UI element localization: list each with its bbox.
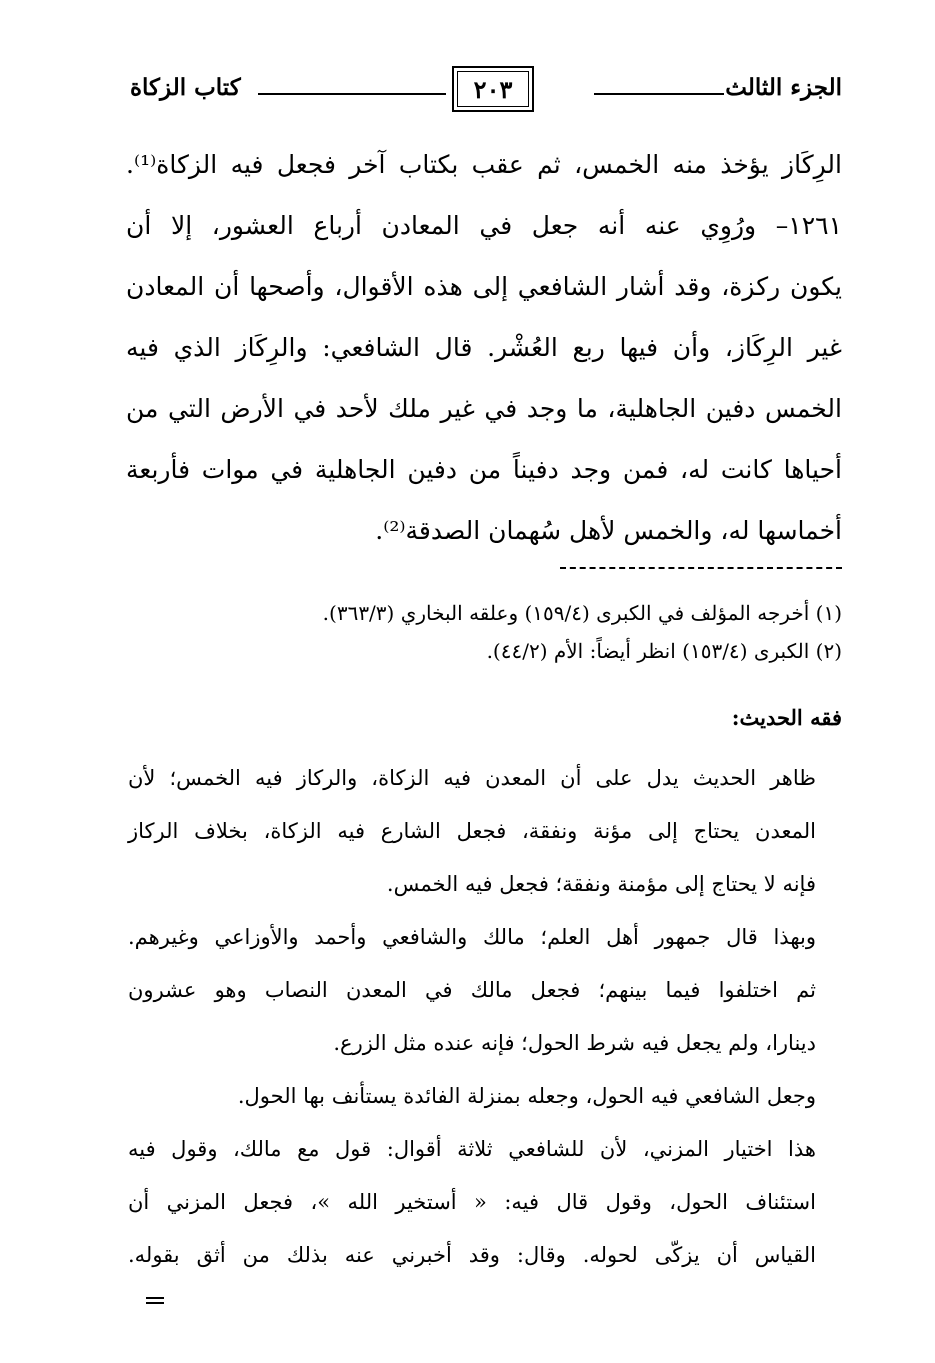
text-line: غير الرِكَاز، وأن فيها ربع العُشْر. قال الشافعي: والرِكَاز الذي فيه — [126, 333, 842, 362]
footnote: (١) أخرجه المؤلف في الكبرى (١٥٩/٤) وعلقه البخاري (٣٦٣/٣). — [322, 601, 842, 625]
commentary-line: ثم اختلفوا فيما بينهم؛ فجعل مالك في المعدن النصاب وهو عشرون — [128, 978, 816, 1002]
text-line: يكون ركزة، وقد أشار الشافعي إلى هذه الأقوال، وأصحها أن المعادن — [126, 272, 842, 301]
commentary-line: ظاهر الحديث يدل على أن المعدن فيه الزكاة، والركاز فيه الخمس؛ لأن — [128, 766, 816, 790]
commentary-line: هذا اختيار المزني، لأن للشافعي ثلاثة أقوال: قول مع مالك، وقول فيه — [128, 1137, 816, 1161]
text-line: الخمس دفين الجاهلية، ما وجد في غير ملك لأحد في الأرض التي من — [126, 394, 842, 423]
header-rule — [258, 93, 446, 95]
commentary-line: وجعل الشافعي فيه الحول، وجعله بمنزلة الفائدة يستأنف بها الحول. — [237, 1084, 816, 1108]
commentary-line: المعدن يحتاج إلى مؤنة ونفقة، فجعل الشارع فيه الزكاة، بخلاف الركاز — [128, 819, 816, 843]
text-line: أخماسها له، والخمس لأهل سُهمان الصدقة⁽²⁾. — [375, 516, 842, 545]
page-header — [130, 66, 842, 118]
footnote: (٢) الكبرى (١٥٣/٤) انظر أيضاً: الأم (٤٤/٢). — [486, 639, 842, 663]
section-end-mark — [146, 1297, 164, 1307]
text-line: الرِكَاز يؤخذ منه الخمس، ثم عقب بكتاب آخر فجعل فيه الزكاة⁽¹⁾. — [126, 150, 842, 179]
footnote-separator — [560, 567, 842, 569]
text-line: أحياها كانت له، فمن وجد دفيناً من دفين الجاهلية في موات فأربعة — [126, 455, 842, 484]
book-title: كتاب الزكاة — [130, 74, 241, 101]
commentary-line: استئناف الحول، وقول قال فيه: « أستخير الله »، فجعل المزني أن — [128, 1190, 816, 1214]
commentary-line: القياس أن يزكّى لحوله. وقال: وقد أخبرني عنه بذلك من أثق بقوله. — [128, 1243, 816, 1267]
commentary-text — [128, 752, 816, 1282]
main-text — [126, 134, 842, 561]
header-rule — [594, 93, 724, 95]
part-title: الجزء الثالث — [725, 74, 842, 101]
page-number: ٢٠٣ — [452, 66, 534, 112]
commentary-line: دينارا، ولم يجعل فيه شرط الحول؛ فإنه عنده مثل الزرع. — [333, 1031, 816, 1055]
text-line: ١٢٦١– ورُوِي عنه أنه جعل في المعادن أرباع العشور، إلا أن — [126, 211, 842, 240]
footnotes — [200, 594, 842, 670]
commentary-line: فإنه لا يحتاج إلى مؤمنة ونفقة؛ فجعل فيه الخمس. — [386, 872, 816, 896]
commentary-line: وبهذا قال جمهور أهل العلم؛ مالك والشافعي وأحمد والأوزاعي وغيرهم. — [128, 925, 816, 949]
section-heading: فقه الحديث: — [731, 705, 842, 730]
